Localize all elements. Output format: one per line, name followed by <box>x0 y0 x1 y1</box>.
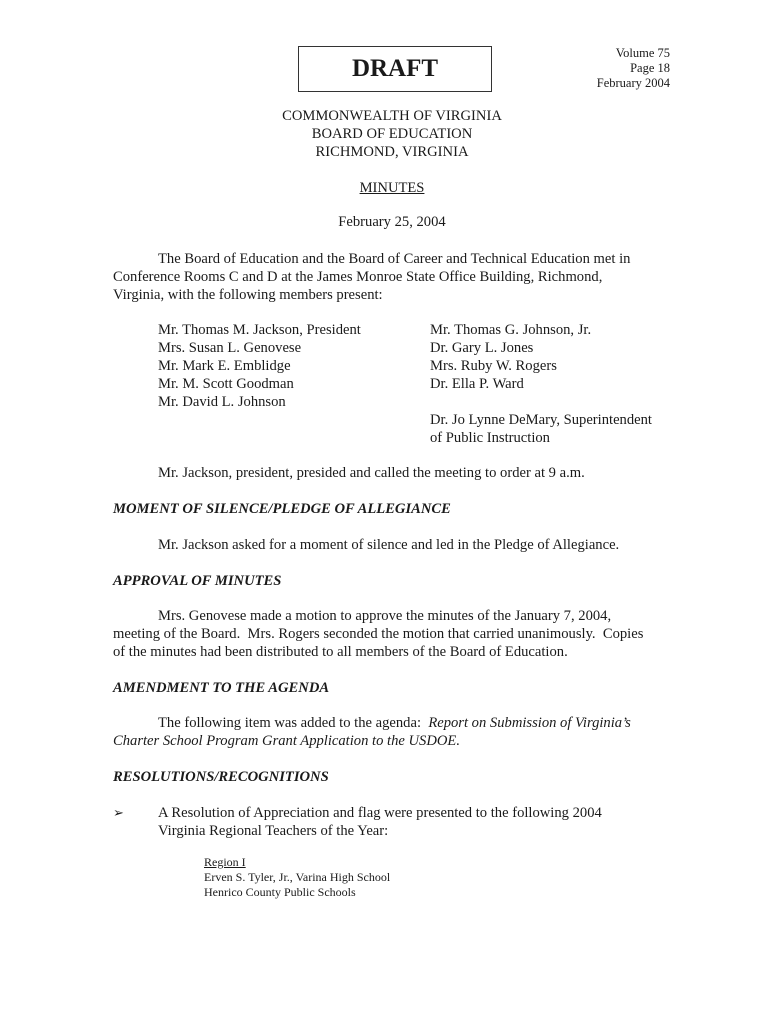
page-number: Page 18 <box>630 61 670 75</box>
member-name: Mr. Mark E. Emblidge <box>158 358 291 374</box>
member-name: Mrs. Ruby W. Rogers <box>430 358 557 374</box>
members-left-column <box>158 321 361 411</box>
resolution-line-1: A Resolution of Appreciation and flag were presented to the following 2004 <box>158 805 602 821</box>
school-division: Henrico County Public Schools <box>204 885 356 899</box>
organization-line-2: BOARD OF EDUCATION <box>311 126 473 142</box>
section-heading-resolutions: RESOLUTIONS/RECOGNITIONS <box>113 769 329 785</box>
resolution-item <box>158 804 602 840</box>
region-entry <box>204 855 390 900</box>
organization-line-3: RICHMOND, VIRGINIA <box>315 144 469 160</box>
amendment-line-2 <box>113 732 693 750</box>
organization-line-1: COMMONWEALTH OF VIRGINIA <box>282 108 502 124</box>
draft-stamp <box>298 46 492 92</box>
teacher-name: Erven S. Tyler, Jr., Varina High School <box>204 870 391 884</box>
minutes-title: MINUTES <box>359 180 425 196</box>
approval-line-1: Mrs. Genovese made a motion to approve the minutes of the January 7, 2004, <box>158 608 612 624</box>
amendment-paragraph <box>113 714 693 750</box>
call-to-order: Mr. Jackson, president, presided and called the meeting to order at 9 a.m. <box>158 465 585 481</box>
member-name: Mrs. Susan L. Genovese <box>158 340 302 356</box>
amendment-line-1 <box>113 714 693 732</box>
member-name: Mr. Thomas M. Jackson, President <box>158 322 361 338</box>
amendment-item-title-cont: Charter School Program Grant Application to the USDOE. <box>113 733 460 749</box>
member-name: Mr. David L. Johnson <box>158 394 286 410</box>
approval-paragraph <box>113 607 693 661</box>
section-heading-approval: APPROVAL OF MINUTES <box>113 573 282 589</box>
superintendent-line-2: of Public Instruction <box>430 430 550 446</box>
issue-date: February 2004 <box>596 76 670 90</box>
superintendent <box>430 411 652 447</box>
intro-line-1: The Board of Education and the Board of Career and Technical Education met in <box>158 251 631 267</box>
silence-paragraph: Mr. Jackson asked for a moment of silence and led in the Pledge of Allegiance. <box>158 537 620 553</box>
member-name: Mr. M. Scott Goodman <box>158 376 294 392</box>
amendment-item-title: Report on Submission of Virginia’s <box>428 715 631 731</box>
intro-line-3: Virginia, with the following members present: <box>113 287 383 303</box>
resolution-line-2: Virginia Regional Teachers of the Year: <box>158 823 389 839</box>
document-title <box>0 179 770 197</box>
region-label: Region I <box>204 855 246 869</box>
superintendent-line-1: Dr. Jo Lynne DeMary, Superintendent <box>430 412 652 428</box>
draft-label: DRAFT <box>351 55 439 82</box>
section-heading-amendment: AMENDMENT TO THE AGENDA <box>113 680 330 696</box>
member-name: Dr. Gary L. Jones <box>430 340 534 356</box>
members-right-column <box>430 321 591 393</box>
approval-line-3: of the minutes had been distributed to all members of the Board of Education. <box>113 644 568 660</box>
member-name: Mr. Thomas G. Johnson, Jr. <box>430 322 592 338</box>
meeting-date: February 25, 2004 <box>338 214 446 230</box>
section-heading-silence: MOMENT OF SILENCE/PLEDGE OF ALLEGIANCE <box>113 501 451 517</box>
intro-line-2: Conference Rooms C and D at the James Monroe State Office Building, Richmond, <box>113 269 603 285</box>
document-meta <box>597 46 670 91</box>
member-name: Dr. Ella P. Ward <box>430 376 524 392</box>
amendment-text: The following item was added to the agenda: <box>158 715 429 731</box>
intro-paragraph <box>113 250 673 304</box>
volume-number: Volume 75 <box>615 46 670 60</box>
approval-line-2: meeting of the Board. Mrs. Rogers seconded the motion that carried unanimously. Copies <box>113 626 644 642</box>
arrow-bullet-icon: ➢ <box>113 805 124 820</box>
